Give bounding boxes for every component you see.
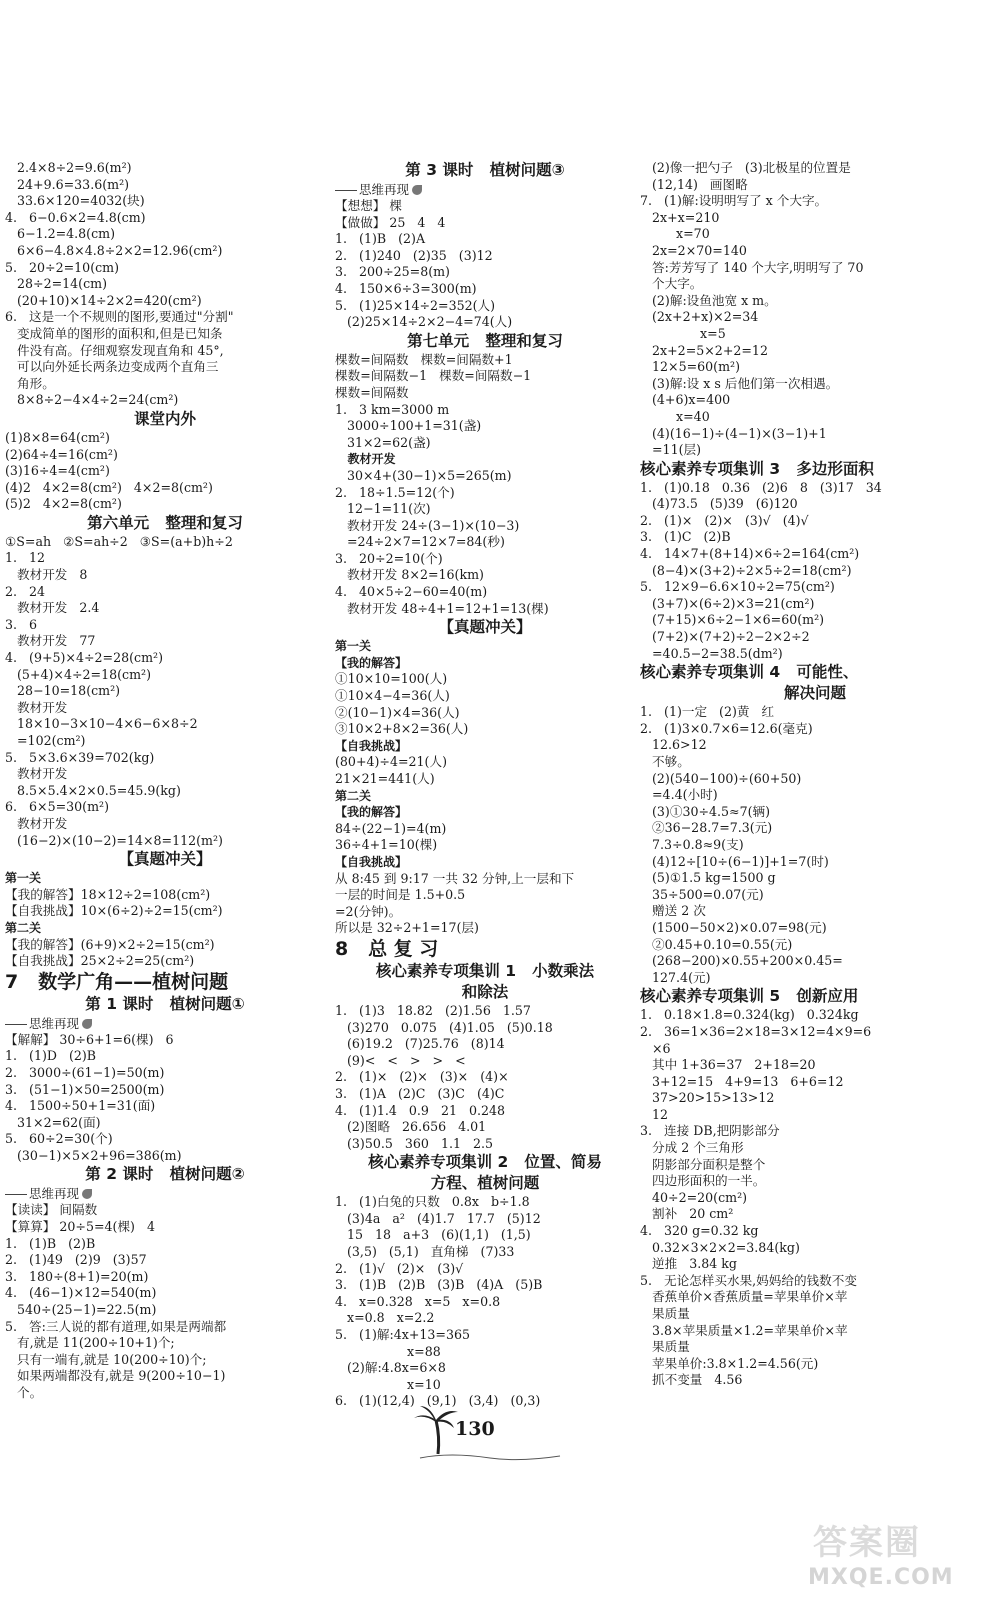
answer-line: (3+7)×(6÷2)×3=21(cm²) — [640, 595, 815, 611]
answer-line: 3. (51−1)×50=2500(m) — [5, 1081, 165, 1097]
answer-line: 2. (1)49 (2)9 (3)57 — [5, 1252, 147, 1268]
answer-line: 2. 24 — [5, 583, 46, 599]
answer-line: x=0.8 x=2.2 — [335, 1310, 435, 1326]
answer-line: 如果两端都没有,就是 9(200÷10−1) — [5, 1368, 226, 1384]
answer-line: 【自我挑战】 — [335, 854, 408, 869]
answer-line: 【自我挑战】 — [335, 738, 408, 753]
answer-line: (20+10)×14÷2×2=420(cm²) — [5, 292, 202, 308]
answer-line: (80+4)÷4=21(人) — [335, 754, 447, 770]
answer-line: 第一关 — [335, 639, 372, 654]
answer-line: x=88 — [335, 1343, 441, 1359]
answer-line: 个大字。 — [640, 276, 703, 292]
answer-line: 15 18 a+3 (6)(1,1) (1,5) — [335, 1227, 531, 1243]
answer-line: (5)2 4×2=8(cm²) — [5, 496, 122, 512]
answer-line: 3. 180÷(8+1)=20(m) — [5, 1268, 149, 1284]
answer-line: 1. (1)0.18 0.36 (2)6 8 (3)17 34 — [640, 479, 882, 495]
answer-line: 苹果单价:3.8×1.2=4.56(元) — [640, 1355, 819, 1371]
answer-line: 5. 答:三人说的都有道理,如果是两端都 — [5, 1318, 227, 1334]
answer-line: 1. 3 km=3000 m — [335, 401, 450, 417]
answer-line: 31×2=62(面) — [5, 1114, 101, 1130]
answer-line: 变成简单的图形的面积和,但是已知条 — [5, 325, 223, 341]
answer-line: 1. 12 — [5, 550, 46, 566]
section-heading: 解决问题 — [783, 684, 846, 703]
answer-line: x=5 — [640, 325, 726, 341]
section-heading: 第 3 课时 植树问题③ — [405, 161, 565, 179]
answer-line: (3)解:设 x s 后他们第一次相遇。 — [640, 375, 839, 391]
answer-line: (3)270 0.075 (4)1.05 (5)0.18 — [335, 1019, 553, 1035]
answer-line: 分成 2 个三角形 — [640, 1140, 744, 1156]
answer-line: (268−200)×0.55+200×0.45= — [640, 953, 843, 969]
answer-line: 4. (9+5)×4÷2=28(cm²) — [5, 650, 164, 666]
answer-line: 3. 6 — [5, 616, 38, 632]
answer-line: 0.32×3×2×2=3.84(kg) — [640, 1239, 800, 1255]
section-heading: 核心素养专项集训 4 可能性、 — [640, 663, 859, 682]
answer-line: (2)25×14÷2×2−4=74(人) — [335, 314, 513, 330]
answer-line: 1. (1)B (2)A — [335, 231, 426, 247]
answer-line: 第二关 — [5, 920, 42, 935]
answer-line: (2x+2+x)×2=34 — [640, 309, 759, 325]
section-heading: 【真题冲关】 — [438, 618, 532, 637]
answer-line: 【解解】 30÷6+1=6(棵) 6 — [5, 1031, 174, 1047]
section-heading: 核心素养专项集训 2 位置、简易 — [368, 1153, 602, 1172]
answer-line: 【自我挑战】25×2÷2=25(cm²) — [5, 953, 195, 969]
answer-line: x=10 — [335, 1376, 441, 1392]
answer-line: 6. 这是一个不规则的图形,要通过"分割" — [5, 309, 234, 325]
answer-line: 其中 1+36=37 2+18=20 — [640, 1057, 816, 1073]
answer-line: (1500−50×2)×0.07=98(元) — [640, 919, 827, 935]
answer-line: 12 — [640, 1106, 669, 1122]
answer-line: 棵数=间隔数−1 棵数=间隔数−1 — [335, 368, 532, 384]
answer-line: 4. 40×5÷2−60=40(m) — [335, 584, 488, 600]
answer-line: 2x+2=5×2+2=12 — [640, 342, 768, 358]
answer-line: (4)73.5 (5)39 (6)120 — [640, 496, 798, 512]
answer-line: 2. (1)240 (2)35 (3)12 — [335, 247, 493, 263]
answer-line: 3. 20÷2=10(个) — [335, 550, 443, 566]
answer-line: 1. 0.18×1.8=0.324(kg) 0.324kg — [640, 1007, 859, 1023]
answer-line: 棵数=间隔数 — [335, 384, 409, 400]
answer-line: =2(分钟)。 — [335, 903, 402, 919]
answer-line: 1. (1)D (2)B — [5, 1048, 97, 1064]
answer-line: 127.4(元) — [640, 969, 711, 985]
answer-line: 教材开发 48÷4+1=12+1=13(棵) — [335, 600, 549, 616]
answer-line: (1)8×8=64(cm²) — [5, 429, 110, 445]
answer-line: x=70 — [640, 226, 710, 242]
answer-line: 6. (1)(12,4) (9,1) (3,4) (0,3) — [335, 1393, 541, 1409]
answer-line: 教材开发 8×2=16(km) — [335, 567, 484, 583]
answer-line: 3. (1)B (2)B (3)B (4)A (5)B — [335, 1277, 543, 1293]
arrow-icon — [5, 1024, 27, 1025]
answer-line: (30−1)×5×2+96=386(m) — [5, 1147, 182, 1163]
answer-line: 可以向外延长两条边变成两个直角三 — [5, 359, 219, 375]
answer-line: 4. x=0.328 x=5 x=0.8 — [335, 1293, 501, 1309]
answer-line: 1. (1)白兔的只数 0.8x b÷1.8 — [335, 1194, 530, 1210]
answer-line: 【我的解答】(6+9)×2÷2=15(cm²) — [5, 936, 215, 952]
answer-line: 6. 6×5=30(m²) — [5, 799, 109, 815]
answer-line: (2)图略 26.656 4.01 — [335, 1119, 487, 1135]
answer-line: 33.6×120=4032(块) — [5, 193, 145, 209]
answer-line: 1. (1)一定 (2)黄 红 — [640, 704, 775, 720]
answer-line: 3. (1)A (2)C (3)C (4)C — [335, 1085, 505, 1101]
answer-line: 1. (1)3 18.82 (2)1.56 1.57 — [335, 1002, 531, 1018]
answer-line: x=40 — [640, 408, 710, 424]
answer-line: 【做做】 25 4 4 — [335, 214, 446, 230]
answer-line: =24÷2×7=12×7=84(秒) — [335, 534, 505, 550]
section-heading: 和除法 — [461, 982, 509, 1001]
watermark — [788, 1515, 988, 1595]
watermark-logo: 答案圈 — [813, 1523, 921, 1563]
answer-line: (3)16÷4=4(cm²) — [5, 463, 110, 479]
answer-line: 2. 3000÷(61−1)=50(m) — [5, 1064, 165, 1080]
answer-line: ③10×2+8×2=36(人) — [335, 721, 469, 737]
answer-line: (2)像一把勺子 (3)北极星的位置是 — [640, 160, 851, 175]
answer-line: (9)< < > > < — [335, 1052, 466, 1068]
answer-line: ②(10−1)×4=36(人) — [335, 704, 460, 720]
answer-line: =11(层) — [640, 442, 702, 458]
answer-line: (2)64÷4=16(cm²) — [5, 446, 118, 462]
answer-line: 2. (1)3×0.7×6=12.6(毫克) — [640, 720, 813, 736]
answer-line: 四边形面积的一半。 — [640, 1173, 766, 1189]
answer-line: 540÷(25−1)=22.5(m) — [5, 1302, 157, 1318]
answer-line: 教材开发 — [5, 815, 68, 831]
answer-line: 2. (1)√ (2)× (3)√ — [335, 1260, 464, 1276]
answer-line: (7+2)×(7+2)÷2−2×2÷2 — [640, 629, 810, 645]
answer-line: 【我的解答】 — [335, 655, 408, 670]
section-heading: 课堂内外 — [133, 409, 196, 428]
answer-line: 棵数=间隔数 棵数=间隔数+1 — [335, 351, 513, 367]
answer-line: (4)12÷[10÷(6−1)]+1=7(时) — [640, 853, 829, 869]
answer-line: 【读读】 间隔数 — [5, 1202, 98, 1218]
answer-line: (5+4)×4÷2=18(cm²) — [5, 666, 151, 682]
answer-line: 2.4×8÷2=9.6(m²) — [5, 160, 132, 175]
watermark-url: MXQE.COM — [808, 1565, 954, 1590]
answer-line: 件没有高。仔细观察发现直角和 45°, — [5, 342, 224, 358]
arrow-icon — [5, 1194, 27, 1195]
answer-line: ①10×4−4=36(人) — [335, 688, 450, 704]
page-number: 130 — [455, 1418, 495, 1440]
answer-line: 2x=2×70=140 — [640, 242, 747, 258]
answer-line: 4. 14×7+(8+14)×6÷2=164(cm²) — [640, 546, 860, 562]
section-label-thinking: 思维再现 — [335, 181, 635, 198]
answer-line: 第一关 — [5, 871, 42, 886]
answer-line: 角形。 — [5, 375, 55, 391]
answer-line: 【想想】 棵 — [335, 198, 402, 213]
answer-column-right — [640, 160, 990, 1389]
answer-line: 31×2=62(盏) — [335, 434, 431, 450]
answer-line: 香蕉单价×香蕉质量=苹果单价×苹 — [640, 1289, 848, 1305]
answer-line: 2x+x=210 — [640, 209, 720, 225]
answer-line: 6−1.2=4.8(cm) — [5, 226, 116, 242]
leaf-icon — [82, 1189, 92, 1199]
answer-line: 3.8×苹果质量×1.2=苹果单价×苹 — [640, 1322, 848, 1338]
answer-line: 果质量 — [640, 1339, 690, 1355]
answer-line: 从 8:45 到 9:17 一共 32 分钟,上一层和下 — [335, 870, 575, 886]
answer-line: ①S=ah ②S=ah÷2 ③S=(a+b)h÷2 — [5, 533, 233, 549]
answer-line: ×6 — [640, 1040, 671, 1056]
answer-line: =102(cm²) — [5, 733, 86, 748]
answer-line: 阴影部分面积是整个 — [640, 1156, 766, 1172]
answer-line: 不够。 — [640, 754, 690, 769]
answer-line: 3. (1)C (2)B — [640, 529, 731, 545]
answer-line: (3,5) (5,1) 直角梯 (7)33 — [335, 1244, 515, 1260]
answer-line: (5)①1.5 kg=1500 g — [640, 870, 776, 886]
answer-line: 6×6−4.8×4.8÷2×2=12.96(cm²) — [5, 242, 223, 258]
answer-line: 赠送 2 次 — [640, 903, 706, 919]
section-label-thinking: 思维再现 — [5, 1185, 325, 1202]
answer-line: 5. 5×3.6×39=702(kg) — [5, 749, 155, 765]
answer-line: 3. 连接 DB,把阴影部分 — [640, 1123, 780, 1139]
answer-line: 所以是 32÷2+1=17(层) — [335, 920, 479, 936]
section-heading: 方程、植树问题 — [430, 1174, 540, 1193]
answer-line: 35÷500=0.07(元) — [640, 886, 764, 902]
answer-column-left — [5, 160, 325, 1402]
answer-line: (3)50.5 360 1.1 2.5 — [335, 1135, 494, 1151]
answer-line: =40.5−2=38.5(dm²) — [640, 645, 783, 661]
answer-line: 28÷2=14(cm) — [5, 276, 107, 292]
answer-line: 5. 20÷2=10(cm) — [5, 259, 120, 275]
section-heading: 第七单元 整理和复习 — [407, 331, 563, 350]
answer-line: 2. (1)× (2)× (3)√ (4)√ — [640, 512, 809, 528]
answer-line: 4. 150×6÷3=300(m) — [335, 280, 477, 296]
answer-line: (3)4a a² (4)1.7 17.7 (5)12 — [335, 1210, 541, 1226]
answer-line: 84÷(22−1)=4(m) — [335, 820, 447, 836]
answer-line: 5. (1)解:4x+13=365 — [335, 1327, 470, 1343]
answer-line: 18×10−3×10−4×6−6×8÷2 — [5, 716, 198, 732]
answer-line: 个。 — [5, 1385, 43, 1400]
answer-line: 教材开发 — [5, 766, 68, 782]
answer-line: =4.4(小时) — [640, 787, 718, 803]
answer-line: (6)19.2 (7)25.76 (8)14 — [335, 1036, 505, 1052]
answer-line: 28−10=18(cm²) — [5, 683, 121, 699]
section-heading: 第六单元 整理和复习 — [87, 513, 243, 532]
page-footer — [410, 1402, 570, 1462]
answer-line: 4. 1500÷50+1=31(面) — [5, 1098, 156, 1114]
answer-line: ①10×10=100(人) — [335, 671, 448, 687]
answer-line: 7. (1)解:设明明写了 x 个大字。 — [640, 193, 828, 209]
answer-line: 40÷2=20(cm²) — [640, 1189, 748, 1205]
leaf-icon — [82, 1019, 92, 1029]
answer-line: (4+6)x=400 — [640, 392, 731, 408]
answer-line: 2. 18÷1.5=12(个) — [335, 484, 455, 500]
answer-line: 教材开发 24÷(3−1)×(10−3) — [335, 517, 520, 533]
answer-column-middle — [335, 160, 635, 1410]
answer-line: 【我的解答】 — [335, 805, 408, 820]
answer-line: 教材开发 8 — [5, 567, 88, 583]
answer-line: 3. 200÷25=8(m) — [335, 264, 450, 280]
answer-line: (2)解:设鱼池宽 x m。 — [640, 292, 777, 308]
answer-line: 逆推 3.84 kg — [640, 1256, 737, 1272]
answer-line: 【自我挑战】10×(6÷2)÷2=15(cm²) — [5, 903, 223, 919]
answer-line: (2)(540−100)÷(60+50) — [640, 770, 802, 786]
answer-line: 4. (1)1.4 0.9 21 0.248 — [335, 1102, 506, 1118]
answer-line: 答:芳芳写了 140 个大字,明明写了 70 — [640, 259, 864, 275]
answer-line: 24+9.6=33.6(m²) — [5, 176, 130, 192]
section-heading: 核心素养专项集训 3 多边形面积 — [640, 459, 874, 478]
leaf-icon — [412, 185, 422, 195]
answer-line: 有,就是 11(200÷10+1)个; — [5, 1335, 175, 1351]
answer-line: 5. 12×9−6.6×10÷2=75(cm²) — [640, 579, 835, 595]
answer-line: 12.6>12 — [640, 737, 707, 753]
answer-line: (8−4)×(3+2)÷2×5÷2=18(cm²) — [640, 562, 852, 578]
answer-line: 教材开发 — [5, 699, 68, 715]
answer-line: 3+12=15 4+9=13 6+6=12 — [640, 1073, 844, 1089]
answer-line: 36÷4+1=10(棵) — [335, 837, 438, 853]
answer-line: 抓不变量 4.56 — [640, 1372, 743, 1388]
answer-line: 2. (1)× (2)× (3)× (4)× — [335, 1069, 509, 1085]
answer-line: 2. 36=1×36=2×18=3×12=4×9=6 — [640, 1023, 872, 1039]
answer-line: 5. 无论怎样买水果,妈妈给的钱数不变 — [640, 1272, 857, 1288]
section-heading: 【真题冲关】 — [118, 850, 212, 869]
answer-line: 【算算】 20÷5=4(棵) 4 — [5, 1219, 155, 1235]
answer-line: 8.5×5.4×2×0.5=45.9(kg) — [5, 782, 181, 798]
answer-line: (3)①30÷4.5≈7(辆) — [640, 803, 771, 819]
section-heading: 8 总 复 习 — [335, 937, 439, 960]
answer-line: 1. (1)B (2)B — [5, 1235, 96, 1251]
answer-line: (7+15)×6÷2−1×6=60(m²) — [640, 612, 825, 628]
answer-line: 【我的解答】18×12÷2=108(cm²) — [5, 886, 211, 902]
answer-line: 5. 60÷2=30(个) — [5, 1131, 113, 1147]
answer-line: 12−1=11(次) — [335, 501, 431, 517]
answer-line: 教材开发 2.4 — [5, 600, 100, 616]
answer-line: (12,14) 画图略 — [640, 176, 748, 192]
answer-line: 教材开发 77 — [5, 633, 96, 649]
section-heading: 第 2 课时 植树问题② — [85, 1165, 245, 1184]
section-heading: 核心素养专项集训 5 创新应用 — [640, 987, 859, 1006]
section-label-thinking: 思维再现 — [5, 1015, 325, 1032]
section-heading: 核心素养专项集训 1 小数乘法 — [375, 961, 595, 980]
answer-line: 30×4+(30−1)×5=265(m) — [335, 467, 512, 483]
answer-line: 果质量 — [640, 1306, 690, 1321]
arrow-icon — [335, 190, 357, 191]
answer-line: 割补 20 cm² — [640, 1206, 734, 1222]
answer-line: 21×21=441(人) — [335, 771, 435, 786]
answer-line: 一层的时间是 1.5+0.5 — [335, 887, 466, 903]
answer-line: 4. 6−0.6×2=4.8(cm) — [5, 209, 146, 225]
answer-line: (4)2 4×2=8(cm²) 4×2=8(cm²) — [5, 479, 213, 495]
answer-line: 4. (46−1)×12=540(m) — [5, 1285, 157, 1301]
answer-line: 3000÷100+1=31(盏) — [335, 418, 482, 434]
answer-line: 只有一端有,就是 10(200÷10)个; — [5, 1351, 207, 1367]
section-heading: 第 1 课时 植树问题① — [85, 994, 245, 1013]
answer-line: 4. 320 g=0.32 kg — [640, 1223, 759, 1239]
answer-line: 第二关 — [335, 788, 372, 803]
answer-line: 12×5=60(m²) — [640, 359, 740, 375]
answer-line: 5. (1)25×14÷2=352(人) — [335, 297, 496, 313]
answer-line: ②36−28.7=7.3(元) — [640, 820, 773, 836]
answer-line: (2)解:4.8x=6×8 — [335, 1360, 446, 1376]
answer-line: (16−2)×(10−2)=14×8=112(m²) — [5, 832, 223, 848]
answer-line: 教材开发 — [335, 452, 396, 467]
answer-line: 7.3÷0.8≈9(支) — [640, 836, 744, 852]
section-heading: 7 数学广角——植树问题 — [5, 970, 229, 993]
answer-line: (4)(16−1)÷(4−1)×(3−1)+1 — [640, 425, 827, 441]
answer-line: 8×8÷2−4×4÷2=24(cm²) — [5, 392, 179, 408]
answer-line: ②0.45+0.10=0.55(元) — [640, 936, 793, 952]
answer-line: 37>20>15>13>12 — [640, 1090, 775, 1106]
